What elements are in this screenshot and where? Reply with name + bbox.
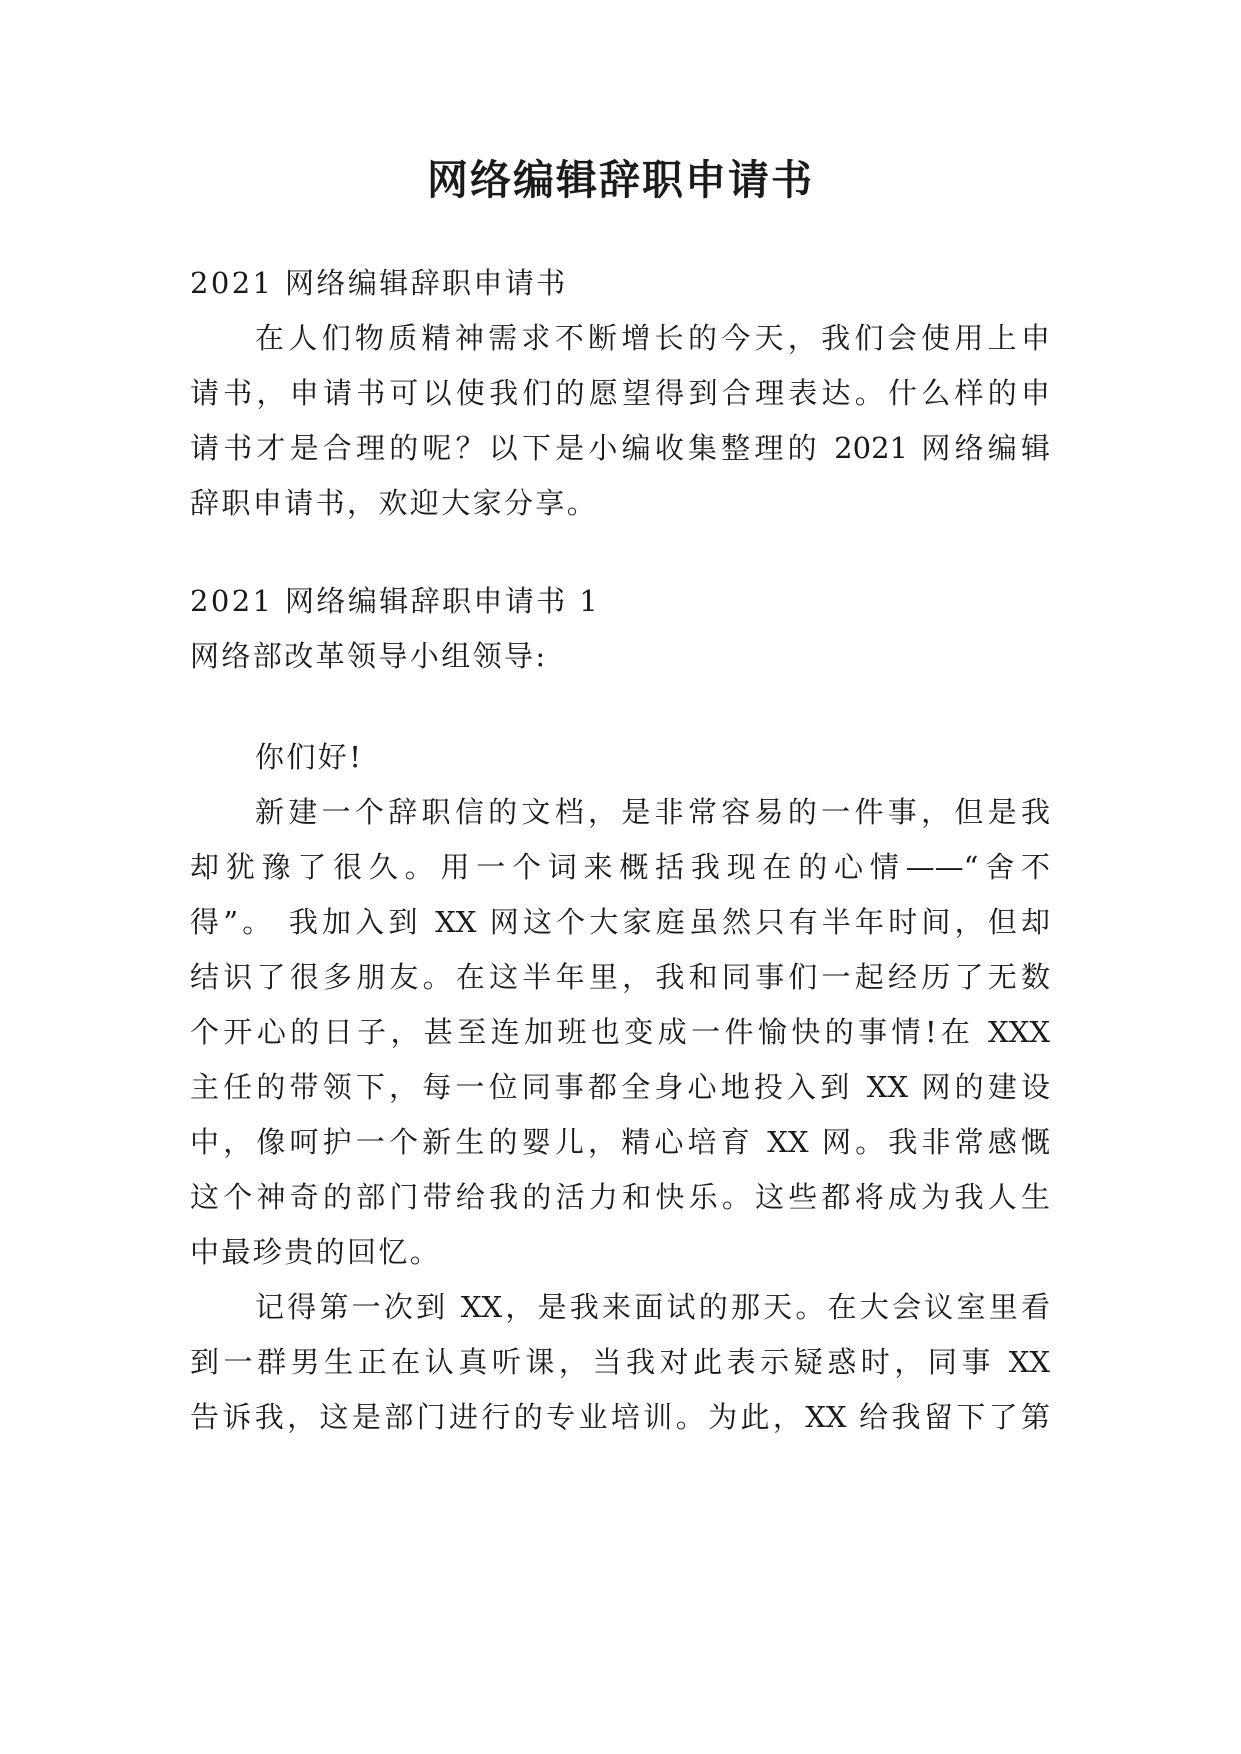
section-heading: 2021 网络编辑辞职申请书 1	[190, 584, 601, 618]
intro-line-1: 在人们物质精神需求不断增长的今天，我们会使用上申	[255, 321, 1050, 355]
intro-line-4: 辞职申请书，欢迎大家分享。	[190, 486, 599, 520]
memory-line-3: 告诉我，这是部门进行的专业培训。为此，XX 给我留下了第	[190, 1400, 1050, 1434]
body-line-2: 却犹豫了很久。用一个词来概括我现在的心情——“舍不	[190, 850, 1050, 884]
body-line-6: 主任的带领下，每一位同事都全身心地投入到 XX 网的建设	[190, 1070, 1050, 1104]
body-line-8: 这个神奇的部门带给我的活力和快乐。这些都将成为我人生	[190, 1180, 1050, 1214]
subtitle-line: 2021 网络编辑辞职申请书	[190, 266, 568, 300]
salutation: 网络部改革领导小组领导:	[190, 639, 548, 673]
body-line-7: 中，像呵护一个新生的婴儿，精心培育 XX 网。我非常感慨	[190, 1125, 1050, 1159]
memory-line-2: 到一群男生正在认真听课，当我对此表示疑惑时，同事 XX	[190, 1345, 1050, 1379]
body-line-9: 中最珍贵的回忆。	[190, 1235, 442, 1269]
greeting: 你们好!	[255, 740, 364, 774]
body-line-5: 个开心的日子，甚至连加班也变成一件愉快的事情!在 XXX	[190, 1015, 1050, 1049]
body-line-3: 得”。 我加入到 XX 网这个大家庭虽然只有半年时间，但却	[190, 905, 1050, 939]
body-line-4: 结识了很多朋友。在这半年里，我和同事们一起经历了无数	[190, 960, 1050, 994]
intro-line-2: 请书，申请书可以使我们的愿望得到合理表达。什么样的申	[190, 376, 1050, 410]
intro-line-3: 请书才是合理的呢？以下是小编收集整理的 2021 网络编辑	[190, 431, 1050, 465]
document-title: 网络编辑辞职申请书	[427, 156, 814, 204]
body-line-1: 新建一个辞职信的文档，是非常容易的一件事，但是我	[255, 795, 1050, 829]
memory-line-1: 记得第一次到 XX，是我来面试的那天。在大会议室里看	[255, 1290, 1050, 1324]
